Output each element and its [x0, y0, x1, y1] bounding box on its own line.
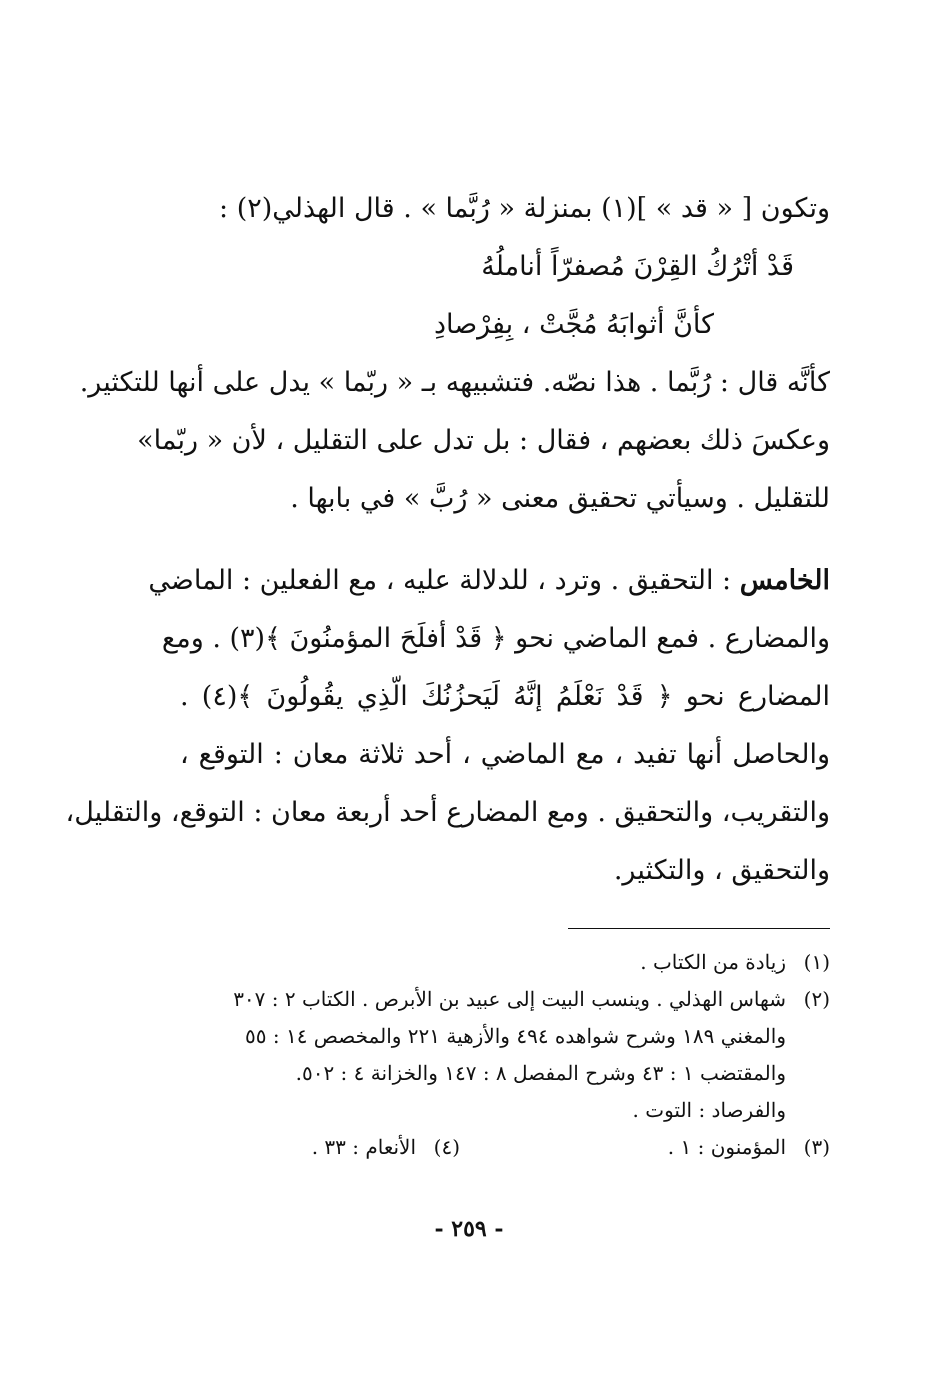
- footnote-3-4-row: [180, 1129, 830, 1166]
- footnotes: [180, 944, 830, 1166]
- footnote-text: المؤمنون : ١ .: [667, 1135, 786, 1159]
- paragraph-line: كأنَّه قال : رُبَّما . هذا نصّه. فتشبيهه بـ « ربّما » يدل على أنها للتكثير.: [79, 367, 830, 398]
- footnote-1: [180, 944, 830, 981]
- footnote-4: [312, 1129, 460, 1166]
- section-heading: الخامس: [739, 565, 830, 596]
- footnote-number: (٢): [803, 987, 830, 1011]
- footnote-2-continuation: والمقتضب ١ : ٤٣ وشرح المفصل ٨ : ١٤٧ والخزانة ٤ : ٥٠٢.: [295, 1061, 786, 1085]
- paragraph-line: والحاصل أنها تفيد ، مع الماضي ، أحد ثلاثة معان : التوقع ،: [180, 739, 830, 770]
- footnote-number: (١): [803, 950, 830, 974]
- paragraph-line: المضارع نحو ﴿ قَدْ نَعْلَمُ إنَّهُ لَيَحزُنُكَ الّذِي يقُولُونَ ﴾(٤) .: [180, 681, 830, 712]
- footnote-2-continuation: والمغني ١٨٩ وشرح شواهده ٤٩٤ والأزهية ٢٢١ والمخصص ١٤ : ٥٥: [245, 1024, 786, 1048]
- footnote-3: [668, 1135, 830, 1159]
- paragraph-line: والتحقيق ، والتكثير.: [613, 855, 830, 886]
- paragraph-line: والمضارع . فمع الماضي نحو ﴿ قَدْ أفلَحَ المؤمنُونَ ﴾(٣) . ومع: [161, 623, 830, 654]
- footnote-divider: [568, 928, 830, 929]
- paragraph-line: وعكسَ ذلك بعضهم ، فقال : بل تدل على التقليل ، لأن « ربّما»: [137, 425, 830, 456]
- main-text: [65, 180, 830, 900]
- footnote-number: (٣): [803, 1135, 830, 1159]
- footnote-text: زيادة من الكتاب .: [640, 950, 786, 974]
- footnote-text: الأنعام : ٣٣ .: [311, 1135, 416, 1159]
- paragraph-text: : التحقيق . وترد ، للدلالة عليه ، مع الفعلين : الماضي: [148, 565, 740, 596]
- footnote-number: (٤): [433, 1135, 460, 1159]
- paragraph-line: [148, 552, 830, 610]
- paragraph-line: وتكون [ « قد » ](١) بمنزلة « رُبَّما » . قال الهذلي(٢) :: [219, 193, 830, 224]
- paragraph-gap: [180, 528, 830, 552]
- verse-first-hemistich: قَدْ أتْرُكُ القِرْنَ مُصفرّاً أناملُهُ: [481, 251, 794, 282]
- footnote-2: [180, 981, 830, 1018]
- paragraph-line: للتقليل . وسيأتي تحقيق معنى « رُبَّ » في بابها .: [290, 483, 830, 514]
- footnote-text: شهاس الهذلي . وينسب البيت إلى عبيد بن الأبرص . الكتاب ٢ : ٣٠٧: [233, 987, 786, 1011]
- paragraph-line: والتقريب، والتحقيق . ومع المضارع أحد أربعة معان : التوقع، والتقليل،: [65, 797, 830, 828]
- page-number: - ٢٥٩ -: [434, 1216, 504, 1242]
- footnote-2-continuation: والفرصاد : التوت .: [632, 1098, 786, 1122]
- verse-second-hemistich: كأنَّ أثوابَهُ مُجَّتْ ، بِفِرْصادِ: [433, 309, 714, 340]
